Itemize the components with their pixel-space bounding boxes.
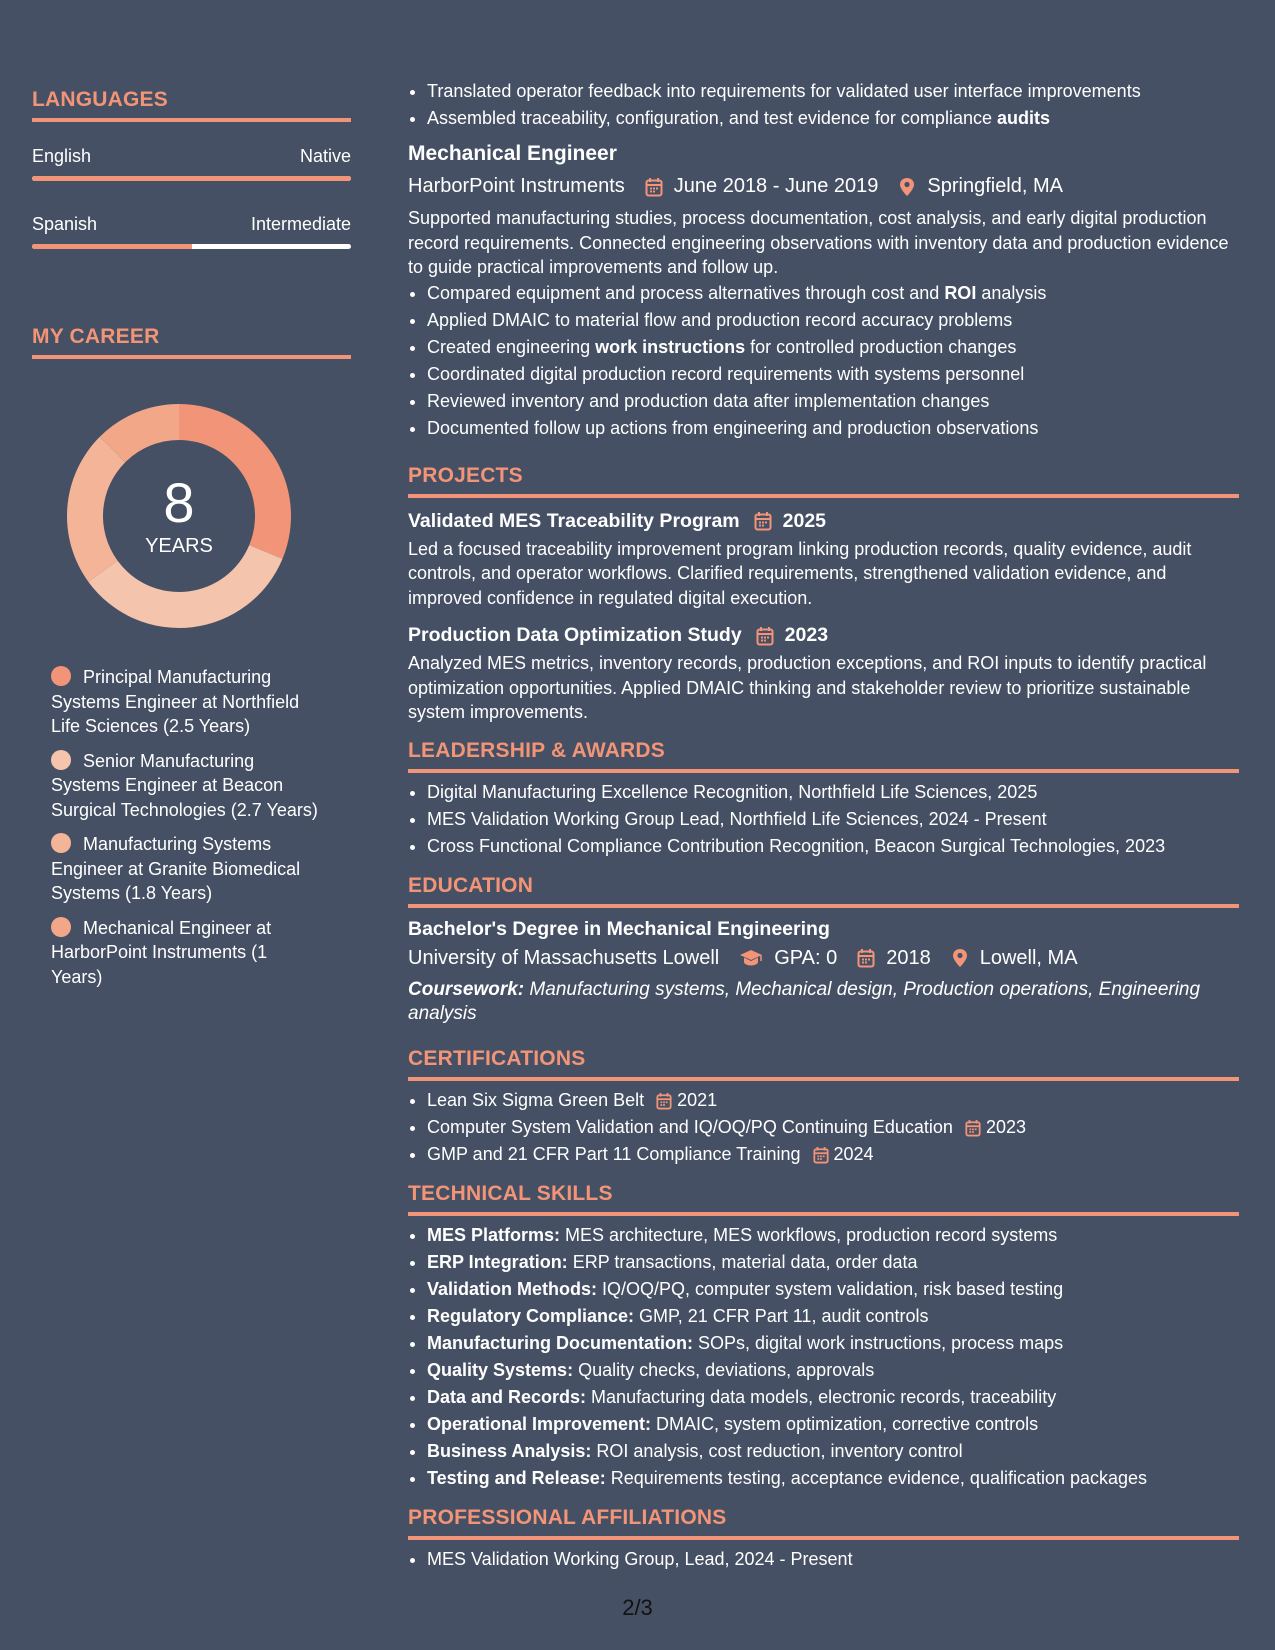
skill-label: Manufacturing Documentation:	[427, 1332, 693, 1353]
leadership-item: • Cross Functional Compliance Contribution Recognition, Beacon Surgical Technologies, 2023	[427, 833, 1239, 860]
certification-name: Computer System Validation and IQ/OQ/PQ Continuing Education	[427, 1116, 953, 1137]
skill-value: IQ/OQ/PQ, computer system validation, risk based testing	[597, 1278, 1064, 1299]
bullet-item	[427, 78, 1239, 105]
calendar-icon	[965, 1119, 981, 1137]
certification-item	[427, 1141, 1239, 1168]
skill-label: Regulatory Compliance:	[427, 1305, 635, 1326]
calendar-icon	[756, 626, 774, 646]
certification-year: 2024	[833, 1143, 874, 1164]
bullet-text: Coordinated digital production record requirements with systems personnel	[427, 363, 1025, 384]
skill-item	[427, 1222, 1239, 1249]
career-total-years: 8	[163, 470, 195, 534]
certification-name: GMP and 21 CFR Part 11 Compliance Training	[427, 1143, 801, 1164]
language-row	[32, 214, 351, 235]
language-row	[32, 146, 351, 167]
bullet-text: Reviewed inventory and production data after implementation changes	[427, 390, 990, 411]
skill-item	[427, 1411, 1239, 1438]
calendar-icon	[813, 1146, 829, 1164]
career-legend-item	[51, 916, 321, 990]
leadership-section	[408, 739, 1239, 860]
calendar-icon	[754, 511, 772, 531]
skill-label: ERP Integration:	[427, 1251, 568, 1272]
skill-label: Quality Systems:	[427, 1359, 574, 1380]
certification-year: 2021	[677, 1089, 718, 1110]
bullet-bold: ROI	[944, 282, 977, 303]
calendar-icon	[857, 948, 875, 968]
career-heading: MY CAREER	[32, 325, 351, 359]
language-level-bar	[32, 244, 351, 249]
page-number: 2/3	[622, 1595, 653, 1620]
education-heading: EDUCATION	[408, 874, 1239, 908]
skill-label: MES Platforms:	[427, 1224, 561, 1245]
bullet-text: analysis	[976, 282, 1047, 303]
job-company: HarborPoint Instruments	[408, 175, 625, 197]
skills-section	[408, 1182, 1239, 1492]
bullet-item	[427, 388, 1239, 415]
project-description: Analyzed MES metrics, inventory records, production exceptions, and ROI inputs to identify practical optimization opportunities. Applied DMAIC thinking and stakeholder review to prioritize sustainable system improvements.	[408, 653, 1207, 722]
skill-value: Requirements testing, acceptance evidence, qualification packages	[605, 1467, 1148, 1488]
skills-heading: TECHNICAL SKILLS	[408, 1182, 1239, 1216]
leadership-item: • MES Validation Working Group Lead, Northfield Life Sciences, 2024 - Present	[427, 806, 1239, 833]
projects-section	[408, 464, 1239, 725]
bullet-text: for controlled production changes	[745, 336, 1017, 357]
school-name: University of Massachusetts Lowell	[408, 946, 720, 969]
graduation-year: 2018	[886, 946, 931, 969]
education-section	[408, 874, 1239, 1027]
languages-heading: LANGUAGES	[32, 88, 351, 122]
bullet-item	[427, 280, 1239, 307]
career-years-unit: YEARS	[145, 534, 213, 557]
bullet-bold: work instructions	[595, 336, 746, 357]
career-legend-item	[51, 832, 321, 906]
skill-item	[427, 1465, 1239, 1492]
affiliations-heading: PROFESSIONAL AFFILIATIONS	[408, 1506, 1239, 1540]
donut-center	[66, 403, 292, 629]
bullet-item	[427, 361, 1239, 388]
skill-item	[427, 1330, 1239, 1357]
career-legend-label: Manufacturing Systems Engineer at Granite Biomedical Systems (1.8 Years)	[51, 834, 301, 903]
skill-label: Business Analysis:	[427, 1440, 592, 1461]
skill-label: Data and Records:	[427, 1386, 587, 1407]
bullet-text: Documented follow up actions from engineering and production observations	[427, 417, 1039, 438]
degree-title: Bachelor's Degree in Mechanical Engineering	[408, 917, 830, 940]
affiliation-item: • MES Validation Working Group, Lead, 2024 - Present	[427, 1546, 1239, 1573]
career-legend-label: Principal Manufacturing Systems Engineer at Northfield Life Sciences (2.5 Years)	[51, 667, 300, 736]
skills-list	[408, 1222, 1239, 1492]
skill-item	[427, 1303, 1239, 1330]
certifications-list	[408, 1087, 1239, 1168]
career-legend	[32, 665, 321, 989]
bullet-text: Created engineering	[427, 336, 596, 357]
legend-dot	[51, 666, 71, 686]
career-donut-chart	[66, 403, 292, 629]
bullet-text: Translated operator feedback into requirements for validated user interface improvements	[427, 81, 1141, 101]
language-level: Intermediate	[250, 214, 351, 234]
project-year: 2023	[784, 624, 829, 646]
job-title: Mechanical Engineer	[408, 142, 617, 165]
coursework	[408, 978, 1239, 1027]
skill-value: MES architecture, MES workflows, production record systems	[560, 1224, 1058, 1245]
map-pin-icon	[951, 948, 969, 968]
affiliations-list	[408, 1546, 1239, 1573]
certification-name: Lean Six Sigma Green Belt	[427, 1089, 645, 1110]
certification-item	[427, 1114, 1239, 1141]
certification-item	[427, 1087, 1239, 1114]
bullet-item	[427, 307, 1239, 334]
bullet-item	[427, 105, 1239, 132]
sidebar	[32, 88, 351, 999]
certification-year: 2023	[985, 1116, 1026, 1137]
bullet-text: Assembled traceability, configuration, and test evidence for compliance	[427, 108, 997, 128]
language-bar-fill	[32, 176, 351, 181]
bullet-bold: audits	[996, 108, 1050, 128]
skill-value: Manufacturing data models, electronic records, traceability	[586, 1386, 1057, 1407]
job-dates: June 2018 - June 2019	[673, 175, 879, 197]
project-year: 2025	[782, 509, 827, 532]
bullet-item	[427, 415, 1239, 442]
project-name: Validated MES Traceability Program	[408, 509, 740, 532]
skill-item	[427, 1276, 1239, 1303]
skill-item	[427, 1438, 1239, 1465]
skill-item	[427, 1249, 1239, 1276]
language-level-bar	[32, 176, 351, 181]
previous-job-bullets	[408, 78, 1239, 132]
skill-value: GMP, 21 CFR Part 11, audit controls	[634, 1305, 929, 1326]
job-meta	[408, 175, 1239, 198]
language-level: Native	[299, 146, 351, 166]
project-title	[408, 510, 1239, 533]
calendar-icon	[645, 177, 663, 197]
legend-dot	[51, 750, 71, 770]
gpa: GPA: 0	[774, 946, 838, 969]
bullet-item	[427, 334, 1239, 361]
job-bullets	[408, 280, 1239, 442]
skill-value: ERP transactions, material data, order data	[567, 1251, 918, 1272]
skill-item	[427, 1384, 1239, 1411]
leadership-list	[408, 779, 1239, 860]
skill-value: ROI analysis, cost reduction, inventory control	[591, 1440, 963, 1461]
skill-value: DMAIC, system optimization, corrective controls	[651, 1413, 1039, 1434]
career-legend-label: Mechanical Engineer at HarborPoint Instruments (1 Years)	[51, 917, 272, 987]
certifications-heading: CERTIFICATIONS	[408, 1047, 1239, 1081]
skill-value: SOPs, digital work instructions, process maps	[693, 1332, 1064, 1353]
coursework-label: Coursework:	[408, 978, 525, 1000]
project-description: Led a focused traceability improvement program linking production records, quality evidence, audit controls, and operator workflows. Clarified requirements, strengthened validation evidence, and improved confidence in regulated digital execution.	[408, 538, 1192, 608]
skill-label: Operational Improvement:	[427, 1413, 652, 1434]
affiliations-section	[408, 1506, 1239, 1573]
language-name: English	[32, 146, 92, 166]
legend-dot	[51, 833, 71, 853]
skill-item	[427, 1357, 1239, 1384]
main-content	[408, 78, 1239, 1573]
leadership-heading: LEADERSHIP & AWARDS	[408, 739, 1239, 773]
school-location: Lowell, MA	[979, 946, 1078, 969]
career-legend-item	[51, 665, 321, 739]
leadership-item: • Digital Manufacturing Excellence Recognition, Northfield Life Sciences, 2025	[427, 779, 1239, 806]
graduation-cap-icon	[739, 948, 763, 968]
certifications-section	[408, 1047, 1239, 1168]
map-pin-icon	[898, 177, 916, 197]
career-legend-item	[51, 749, 321, 823]
skill-label: Validation Methods:	[427, 1278, 598, 1299]
legend-dot	[51, 917, 71, 937]
language-bar-fill	[32, 244, 192, 249]
coursework-text: Manufacturing systems, Mechanical design, Production operations, Engineering analysis	[408, 978, 1201, 1024]
job-location: Springfield, MA	[927, 175, 1063, 197]
skill-label: Testing and Release:	[427, 1467, 606, 1488]
bullet-text: Applied DMAIC to material flow and production record accuracy problems	[427, 309, 1013, 330]
job-description: Supported manufacturing studies, process documentation, cost analysis, and early digital production record requirements. Connected engineering observations with inventory data and production evidence to guide practical improvements and follow up.	[408, 208, 1229, 277]
language-name: Spanish	[32, 214, 98, 234]
project-title	[408, 624, 1239, 647]
bullet-text: Compared equipment and process alternatives through cost and	[427, 282, 945, 303]
education-meta	[408, 947, 1239, 970]
career-legend-label: Senior Manufacturing Systems Engineer at Beacon Surgical Technologies (2.7 Years)	[51, 750, 318, 820]
calendar-icon	[656, 1092, 672, 1110]
project-name: Production Data Optimization Study	[408, 624, 742, 646]
projects-heading: PROJECTS	[408, 464, 1239, 498]
skill-value: Quality checks, deviations, approvals	[573, 1359, 875, 1380]
